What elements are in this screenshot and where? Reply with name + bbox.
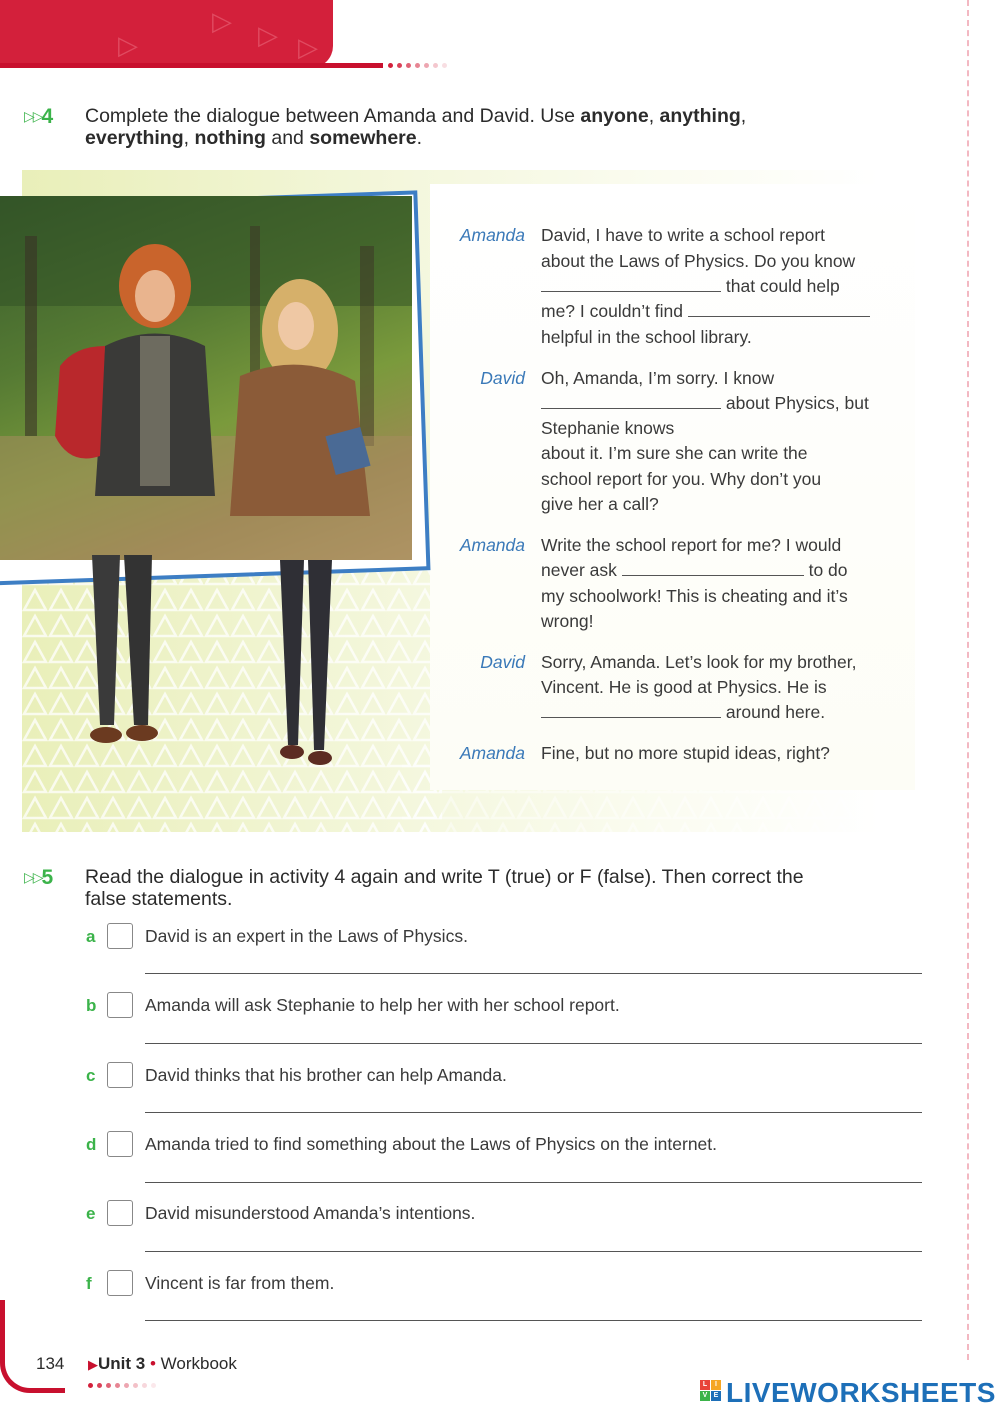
tf-answer-box[interactable]	[107, 923, 133, 949]
dialogue-line: Write the school report for me? I would	[541, 535, 842, 555]
play-arrow-icon: ▷	[212, 6, 232, 36]
correction-line[interactable]	[145, 1320, 922, 1321]
double-arrow-icon: ▷▷	[24, 108, 42, 124]
girl-legs	[272, 560, 342, 770]
decor-dot	[115, 1383, 120, 1388]
decor-dot	[442, 63, 447, 68]
instr-text: Complete the dialogue between Amanda and David. Use	[85, 105, 581, 127]
top-red-tab	[0, 0, 333, 68]
boy-legs	[82, 555, 162, 745]
decor-dot	[397, 63, 402, 68]
instr-text: false statements.	[85, 888, 233, 910]
item-letter: b	[86, 996, 97, 1015]
item-letter: f	[86, 1274, 92, 1293]
dialogue-line: helpful in the school library.	[541, 327, 752, 347]
correction-line[interactable]	[145, 1182, 922, 1183]
correction-line[interactable]	[145, 1251, 922, 1252]
instr-text: .	[416, 127, 423, 149]
decor-dot	[151, 1383, 156, 1388]
dialogue-line-with-blank	[541, 560, 848, 581]
dialogue-text: about Physics, but	[721, 393, 869, 413]
correction-line[interactable]	[145, 973, 922, 974]
keyword-somewhere: somewhere	[309, 127, 417, 149]
dialogue-line: about the Laws of Physics. Do you know	[541, 251, 856, 271]
tf-answer-box[interactable]	[107, 1131, 133, 1157]
dialogue-line: give her a call?	[541, 494, 659, 514]
exercise-5-number	[24, 866, 53, 889]
decor-dot	[106, 1383, 111, 1388]
logo-square: L	[700, 1380, 710, 1390]
double-arrow-icon: ▷▷	[24, 869, 42, 885]
decor-dot	[424, 63, 429, 68]
decor-dot	[124, 1383, 129, 1388]
footer-curve	[0, 1300, 65, 1393]
decor-dot	[97, 1383, 102, 1388]
tf-answer-box[interactable]	[107, 1062, 133, 1088]
speaker-label: Amanda	[459, 535, 525, 555]
dialogue-line-with-blank	[541, 393, 869, 414]
exercise-4-heading	[24, 105, 924, 153]
students-photo	[0, 196, 412, 560]
item-letter: a	[86, 927, 96, 946]
keyword-anything: anything	[659, 105, 741, 127]
book-name: Workbook	[160, 1354, 237, 1373]
dialogue-line: Sorry, Amanda. Let’s look for my brother,	[541, 652, 857, 672]
decor-dot	[142, 1383, 147, 1388]
decor-dot	[133, 1383, 138, 1388]
keyword-anyone: anyone	[580, 105, 649, 127]
speaker-label: Amanda	[459, 743, 525, 763]
tf-answer-box[interactable]	[107, 1200, 133, 1226]
top-divider	[0, 63, 383, 68]
logo-square: I	[711, 1380, 721, 1390]
dialogue-line: Oh, Amanda, I’m sorry. I know	[541, 368, 775, 388]
tf-answer-box[interactable]	[107, 1270, 133, 1296]
statement-text: Vincent is far from them.	[145, 1273, 335, 1293]
play-arrow-icon: ▷	[298, 32, 318, 62]
keyword-everything: everything	[85, 127, 184, 149]
instr-text: and	[265, 127, 310, 149]
exercise-5-instruction	[85, 866, 925, 910]
statement-text: Amanda tried to find something about the Laws of Physics on the internet.	[145, 1134, 718, 1154]
item-letter: c	[86, 1066, 96, 1085]
unit-name: Unit 3	[98, 1354, 146, 1373]
dialogue-text: me? I couldn’t find	[541, 301, 688, 321]
play-arrow-icon: ▶	[88, 1357, 98, 1372]
keyword-nothing: nothing	[194, 127, 266, 149]
tf-answer-box[interactable]	[107, 992, 133, 1018]
dialogue-text: to do	[803, 560, 848, 580]
dialogue-line: Stephanie knows	[541, 418, 675, 438]
speaker-label: David	[480, 368, 525, 388]
dialogue-line-with-blank	[541, 702, 825, 723]
exercise-number: 4	[41, 105, 54, 128]
instr-text: ,	[648, 105, 660, 127]
footer-separator: •	[149, 1354, 156, 1373]
dialogue-line-with-blank	[541, 301, 870, 322]
answer-blank[interactable]	[622, 561, 804, 576]
dialogue-line: Fine, but no more stupid ideas, right?	[541, 743, 830, 763]
answer-blank[interactable]	[541, 394, 721, 409]
dialogue-line: Vincent. He is good at Physics. He is	[541, 677, 827, 697]
dialogue-line: David, I have to write a school report	[541, 225, 826, 245]
logo-squares-icon	[700, 1380, 722, 1402]
dialogue-line: school report for you. Why don’t you	[541, 469, 822, 489]
logo-square: V	[700, 1391, 710, 1401]
correction-line[interactable]	[145, 1112, 922, 1113]
item-letter: e	[86, 1204, 96, 1223]
dialogue-text: never ask	[541, 560, 622, 580]
instr-text: ,	[183, 127, 195, 149]
answer-blank[interactable]	[541, 277, 721, 292]
play-arrow-icon: ▷	[258, 20, 278, 50]
speaker-label: David	[480, 652, 525, 672]
logo-square: E	[711, 1391, 721, 1401]
decor-dot	[433, 63, 438, 68]
decor-dot	[388, 63, 393, 68]
girl-legs-illustration	[272, 560, 342, 770]
statement-text: Amanda will ask Stephanie to help her with her school report.	[145, 995, 620, 1015]
answer-blank[interactable]	[688, 302, 870, 317]
page-number: 134	[36, 1354, 65, 1373]
dialogue-text: around here.	[721, 702, 826, 722]
statement-text: David is an expert in the Laws of Physics.	[145, 926, 468, 946]
decor-dot	[406, 63, 411, 68]
instr-text: ,	[740, 105, 747, 127]
instr-text: Read the dialogue in activity 4 again and write T (true) or F (false). Then correct the	[85, 866, 804, 888]
decor-dot	[415, 63, 420, 68]
statement-text: David misunderstood Amanda’s intentions.	[145, 1203, 476, 1223]
footer-unit-label	[88, 1354, 237, 1374]
speaker-label: Amanda	[459, 225, 525, 245]
exercise-5-heading	[24, 866, 924, 914]
answer-blank[interactable]	[541, 703, 721, 718]
play-arrow-icon: ▷	[118, 30, 138, 60]
dialogue-line: wrong!	[541, 611, 594, 631]
students-illustration	[0, 196, 412, 560]
exercise-4-number	[24, 105, 53, 128]
decor-dot	[88, 1383, 93, 1388]
correction-line[interactable]	[145, 1043, 922, 1044]
logo-text: LIVEWORKSHEETS	[726, 1377, 996, 1408]
exercise-number: 5	[41, 866, 54, 889]
item-letter: d	[86, 1135, 97, 1154]
page-margin-line	[967, 0, 969, 1360]
statement-text: David thinks that his brother can help Amanda.	[145, 1065, 507, 1085]
dialogue-line-with-blank	[541, 276, 840, 297]
dialogue-line: my schoolwork! This is cheating and it’s	[541, 586, 848, 606]
dialogue-line: about it. I’m sure she can write the	[541, 443, 808, 463]
boy-legs-illustration	[82, 555, 162, 745]
dialogue-text: that could help	[721, 276, 840, 296]
exercise-4-instruction	[85, 105, 925, 149]
